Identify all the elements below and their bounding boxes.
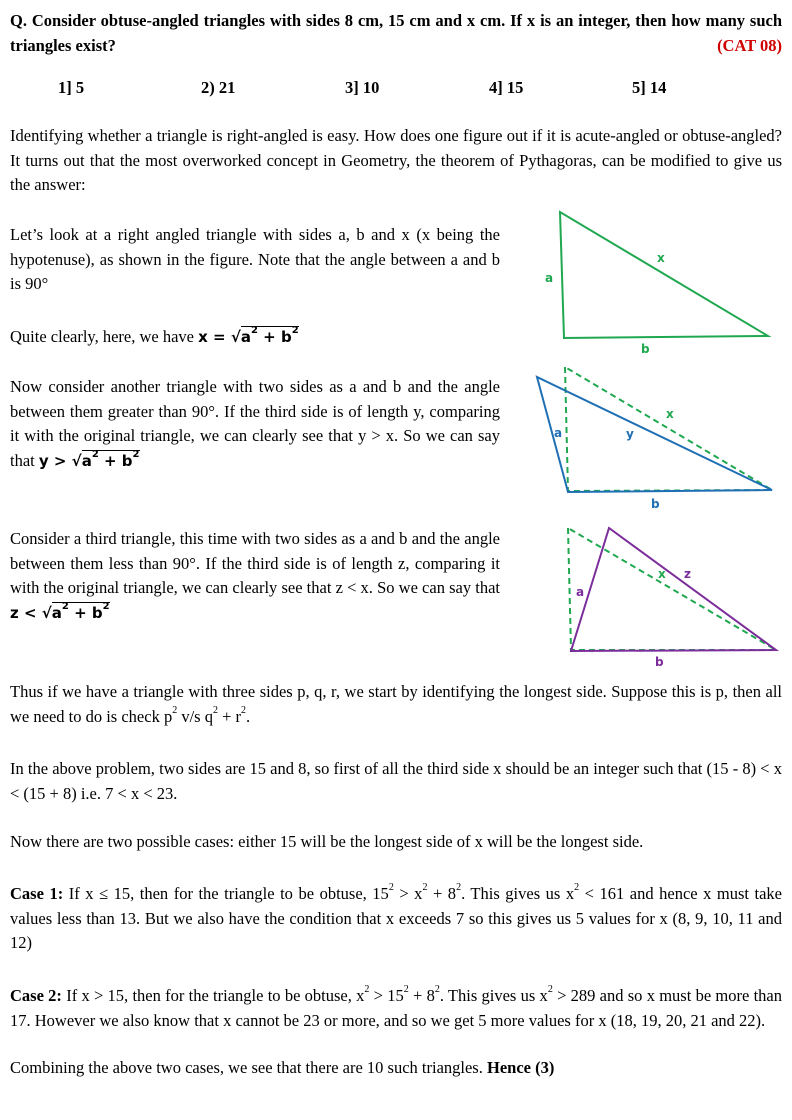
right-triangle-shape [560, 212, 768, 338]
formula-z: $z < √a^2 + b^2$ [10, 600, 110, 622]
reference-triangle-dashed [568, 528, 776, 650]
conclusion-paragraph: Combining the above two cases, we see that there are 10 such triangles. Hence (3) [10, 1058, 555, 1077]
question-source: (CAT 08) [717, 35, 782, 55]
fig1-label-a: a [545, 271, 554, 285]
option-3: 3] 10 [345, 78, 380, 97]
answer: Hence (3) [486, 1058, 555, 1077]
case-1-paragraph: Case 1: If x ≤ 15, then for the triangle to be obtuse, $15^2 > x^2 + 8^2$. This gives us $x^2 < 161$ and hence x must take values less than 13. But we also have the condition that x exceeds 7 so this gives us 5 values for x (8, 9, 10, 11 and 12) [10, 882, 783, 952]
fig1-label-b: b [641, 342, 650, 356]
obtuse-triangle-figure [528, 362, 780, 514]
formula-y: $y > √a^2 + b^2$ [38, 448, 140, 470]
right-triangle-figure [528, 205, 778, 360]
fig1-label-x: x [657, 251, 665, 265]
option-5: 5] 14 [632, 78, 667, 97]
fig2-label-a: a [554, 426, 563, 440]
reference-triangle-dashed [565, 367, 772, 491]
fig3-label-a: a [576, 585, 585, 599]
option-4: 4] 15 [489, 78, 524, 97]
intro-paragraph: Identifying whether a triangle is right-angled is easy. How does one figure out if it is acute-angled or obtuse-angled? It turns out that the most overworked concept in Geometry, the theorem of Pythagoras, can be modified to give us the answer: [10, 126, 782, 194]
fig3-label-b: b [655, 655, 664, 669]
obtuse-triangle-shape [537, 377, 772, 492]
formula-x: $x = √a^2 + b^2$ [198, 325, 299, 346]
question-text: Q. Consider obtuse-angled triangles with sides 8 cm, 15 cm and x cm. If x is an integer, then how many such triangles exist? [10, 11, 782, 55]
cases-intro-paragraph: Now there are two possible cases: either 15 will be the longest side of x will be the longest side. [10, 832, 644, 851]
obtuse-triangle-text: Now consider another triangle with two sides as a and b and the angle between them greater than 90°. If the third side is of length y, comparing it with the original triangle, we can clearly see that y > x. So we can say that $y > √a^2 + b^2$ [10, 377, 500, 470]
acute-triangle-figure [528, 520, 780, 670]
right-triangle-text: Let’s look at a right angled triangle with sides a, b and x (x being the hypotenuse), as shown in the figure. Note that the angle between a and b is 90° [10, 225, 500, 293]
range-paragraph: In the above problem, two sides are 15 and 8, so first of all the third side x should be an integer such that (15 - 8) < x < (15 + 8) i.e. 7 < x < 23. [10, 759, 782, 803]
longest-side-paragraph: Thus if we have a triangle with three sides p, q, r, we start by identifying the longest side. Suppose this is p, then all we need to do is check $p^2$ v/s $q^2 + r^2$. [10, 682, 782, 726]
option-2: 2) 21 [201, 78, 236, 97]
fig3-label-z: z [684, 567, 691, 581]
case-2-label: Case 2: [10, 986, 62, 1005]
fig2-label-y: y [626, 427, 634, 441]
question [10, 9, 782, 58]
fig2-label-b: b [651, 497, 660, 511]
right-triangle-formula: Quite clearly, here, we have $x = √a^2 + b^2$ [10, 325, 299, 346]
case-2-paragraph: Case 2: If x > 15, then for the triangle to be obtuse, $x^2 > 15^2 + 8^2$. This gives us $x^2 > 289$ and so x must be more than 17. However we also know that x cannot be 23 or more, and so we get 5 more values for x (18, 19, 20, 21 and 22). [10, 984, 782, 1030]
fig3-label-x: x [658, 567, 666, 581]
acute-triangle-text: Consider a third triangle, this time with two sides as a and b and the angle between them less than 90°. If the third side is of length z, comparing it with the original triangle, we can clearly see that z < x. So we can say that $z < √a^2 + b^2$ [10, 529, 500, 622]
case-1-label: Case 1: [10, 884, 64, 903]
fig2-label-x: x [666, 407, 674, 421]
option-1: 1] 5 [58, 78, 85, 97]
